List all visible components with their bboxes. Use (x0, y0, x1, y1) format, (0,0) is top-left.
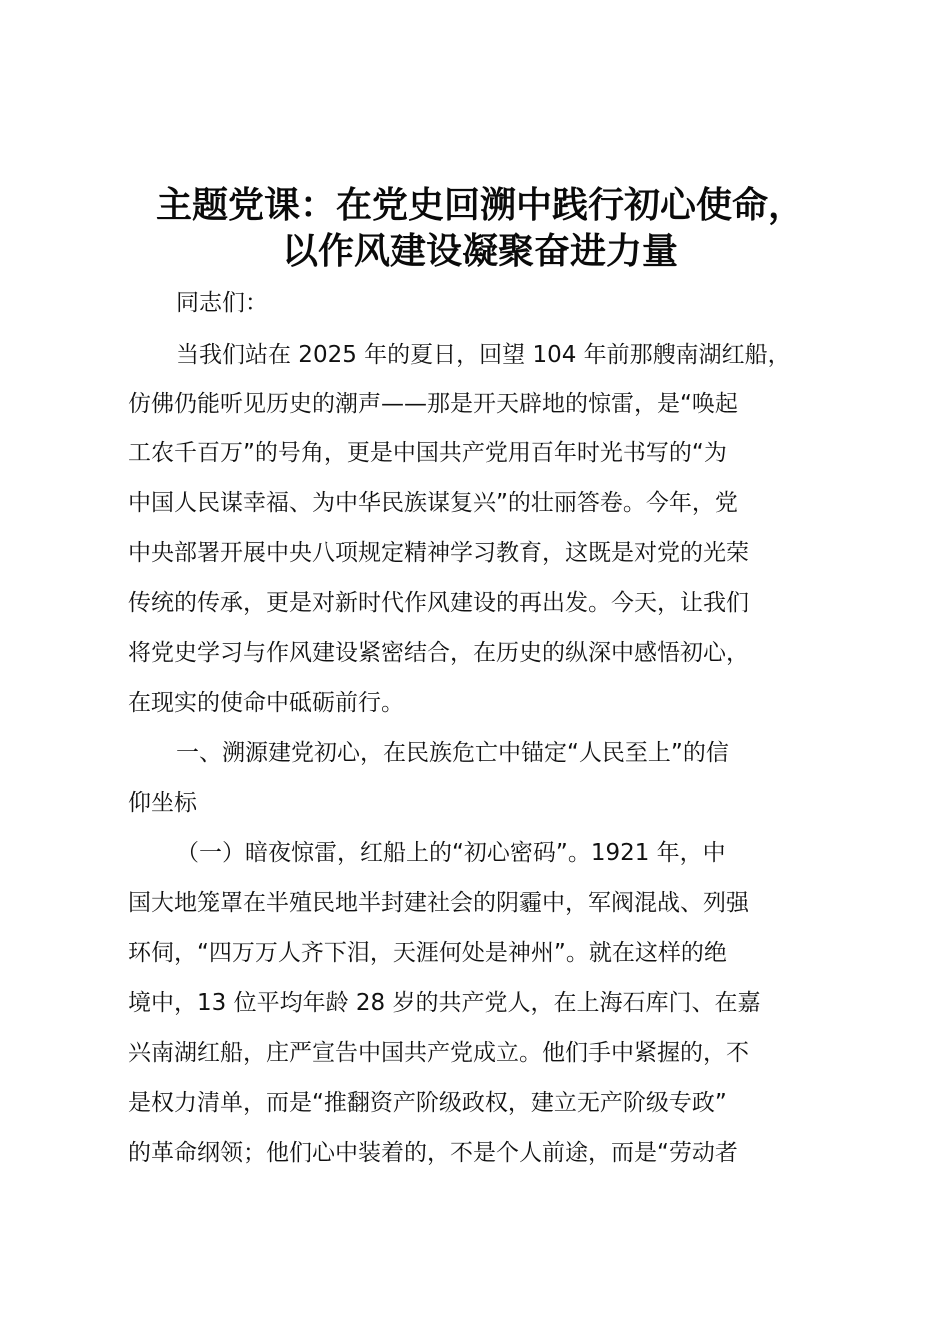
title-line-2: 以作风建设凝聚奋进力量 (281, 230, 678, 272)
section-heading-line: 仰坐标 (128, 790, 197, 816)
paragraph-line: 中国人民谋幸福、为中华民族谋复兴”的壮丽答卷。今年，党 (128, 490, 738, 516)
paragraph-line: 将党史学习与作风建设紧密结合，在历史的纵深中感悟初心， (128, 640, 749, 666)
paragraph-line: 兴南湖红船，庄严宣告中国共产党成立。他们手中紧握的，不 (128, 1040, 749, 1066)
paragraph-line: 国大地笼罩在半殖民地半封建社会的阴霾中，军阀混战、列强 (128, 890, 749, 916)
paragraph-line: 在现实的使命中砥砺前行。 (128, 690, 404, 716)
paragraph-line: 中央部署开展中央八项规定精神学习教育，这既是对党的光荣 (128, 540, 749, 566)
paragraph-line: 境中，13 位平均年龄 28 岁的共产党人，在上海石库门、在嘉 (128, 990, 761, 1016)
title-line-1: 主题党课：在党史回溯中践行初心使命， (155, 184, 804, 226)
paragraph-line: 的革命纲领；他们心中装着的，不是个人前途，而是“劳动者 (128, 1140, 738, 1166)
salutation: 同志们： (176, 290, 268, 316)
paragraph-line: 是权力清单，而是“推翻资产阶级政权，建立无产阶级专政” (128, 1090, 727, 1116)
paragraph-line: 环伺，“四万万人齐下泪，天涯何处是神州”。就在这样的绝 (128, 940, 727, 966)
paragraph-line: 传统的传承，更是对新时代作风建设的再出发。今天，让我们 (128, 590, 749, 616)
paragraph-line: 当我们站在 2025 年的夏日，回望 104 年前那艘南湖红船， (176, 342, 791, 368)
paragraph-line: （一）暗夜惊雷，红船上的“初心密码”。1921 年，中 (176, 840, 726, 866)
paragraph-line: 仿佛仍能听见历史的潮声——那是开天辟地的惊雷，是“唤起 (128, 391, 738, 417)
section-heading-line: 一、溯源建党初心，在民族危亡中锚定“人民至上”的信 (176, 740, 729, 766)
document-title (100, 182, 860, 274)
paragraph-line: 工农千百万”的号角，更是中国共产党用百年时光书写的“为 (128, 440, 727, 466)
